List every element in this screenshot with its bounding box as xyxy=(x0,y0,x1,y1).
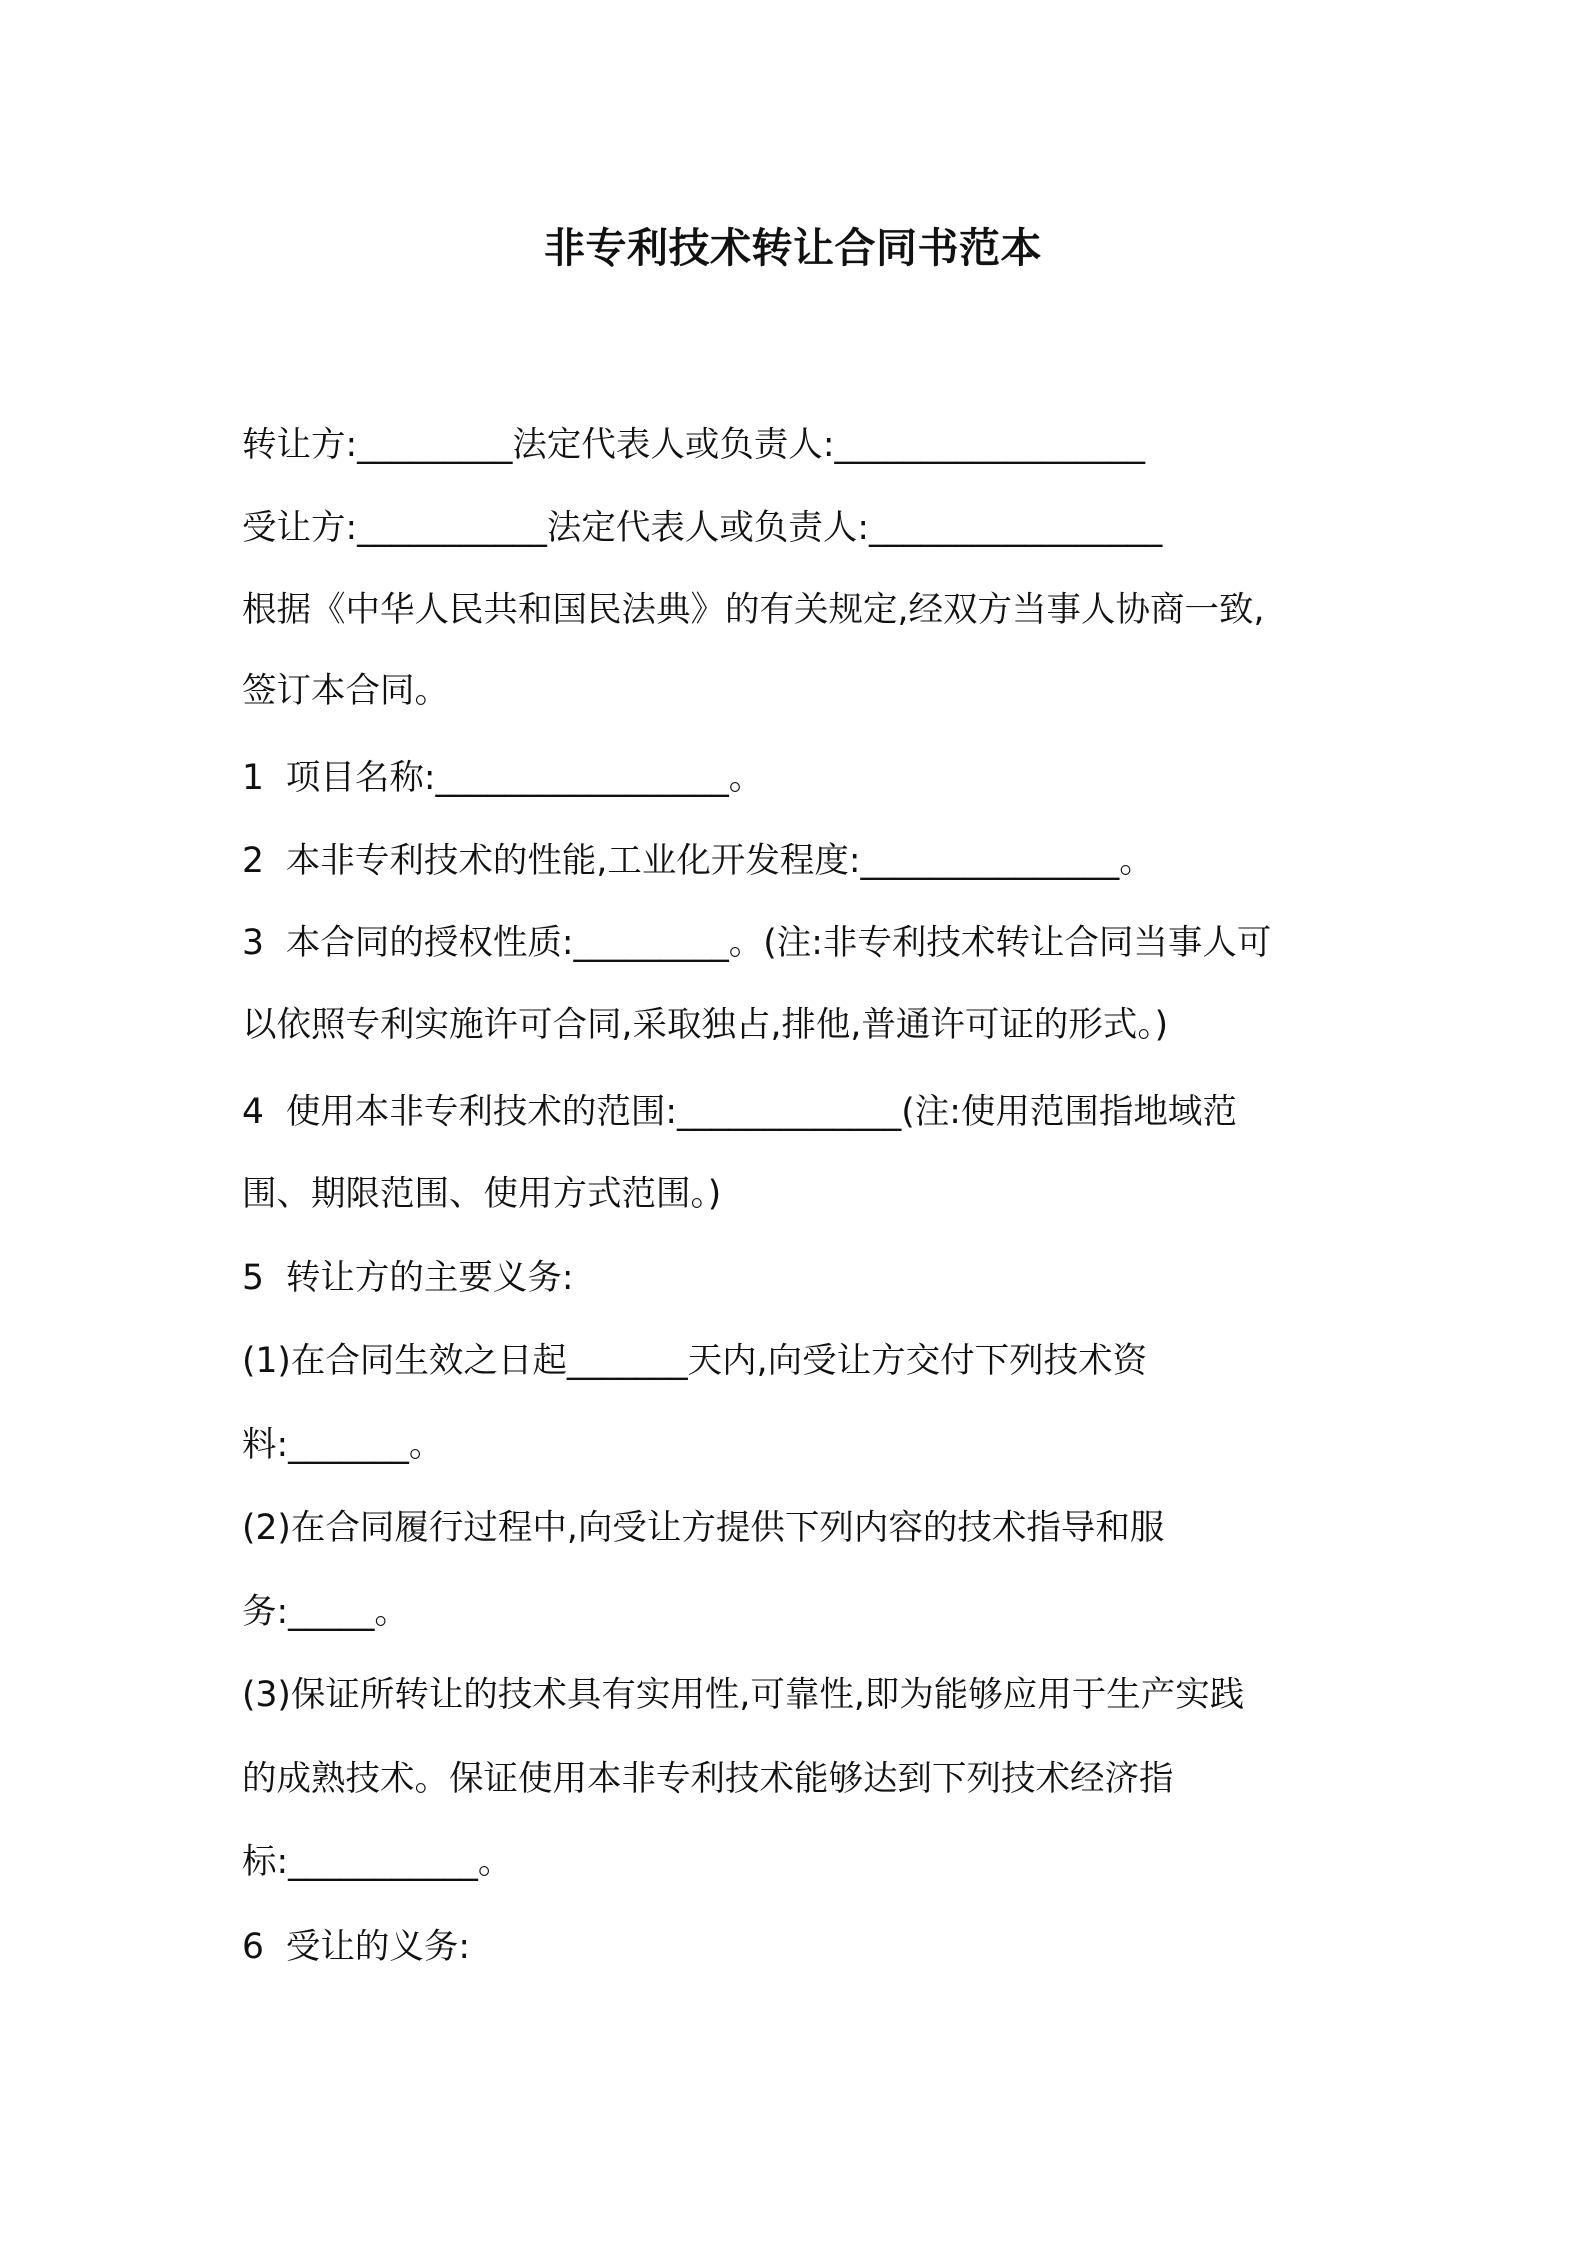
clause-5-item-2-line-2: 务:_____。 xyxy=(242,1592,409,1632)
clause-5-item-1-line-2: 料:_______。 xyxy=(242,1425,444,1465)
preamble-line-2: 签订本合同。 xyxy=(242,671,449,711)
preamble-line-1: 根据《中华人民共和国民法典》的有关规定,经双方当事人协商一致, xyxy=(242,590,1265,630)
clause-6-heading: 6 受让的义务: xyxy=(242,1927,471,1967)
clause-5-heading: 5 转让方的主要义务: xyxy=(242,1258,574,1298)
clause-2-performance: 2 本非专利技术的性能,工业化开发程度:_______________。 xyxy=(242,841,1154,881)
clause-5-item-3-line-3: 标:___________。 xyxy=(242,1842,513,1882)
transferor-line: 转让方:_________法定代表人或负责人:__________________ xyxy=(242,425,1145,465)
clause-3-license-nature-line-2: 以依照专利实施许可合同,采取独占,排他,普通许可证的形式。) xyxy=(242,1005,1169,1045)
clause-4-scope-line-1: 4 使用本非专利技术的范围:_____________(注:使用范围指地域范 xyxy=(242,1092,1237,1132)
clause-4-scope-line-2: 围、期限范围、使用方式范围。) xyxy=(242,1174,722,1214)
clause-3-license-nature-line-1: 3 本合同的授权性质:_________。(注:非专利技术转让合同当事人可 xyxy=(242,923,1272,963)
transferee-line: 受让方:___________法定代表人或负责人:_________________ xyxy=(242,508,1163,548)
clause-1-project-name: 1 项目名称:_________________。 xyxy=(242,758,764,798)
clause-5-item-3-line-1: (3)保证所转让的技术具有实用性,可靠性,即为能够应用于生产实践 xyxy=(242,1675,1245,1715)
document-title: 非专利技术转让合同书范本 xyxy=(544,224,1042,272)
clause-5-item-3-line-2: 的成熟技术。保证使用本非专利技术能够达到下列技术经济指 xyxy=(242,1759,1174,1799)
clause-5-item-2-line-1: (2)在合同履行过程中,向受让方提供下列内容的技术指导和服 xyxy=(242,1508,1165,1548)
clause-5-item-1-line-1: (1)在合同生效之日起_______天内,向受让方交付下列技术资 xyxy=(242,1341,1148,1381)
